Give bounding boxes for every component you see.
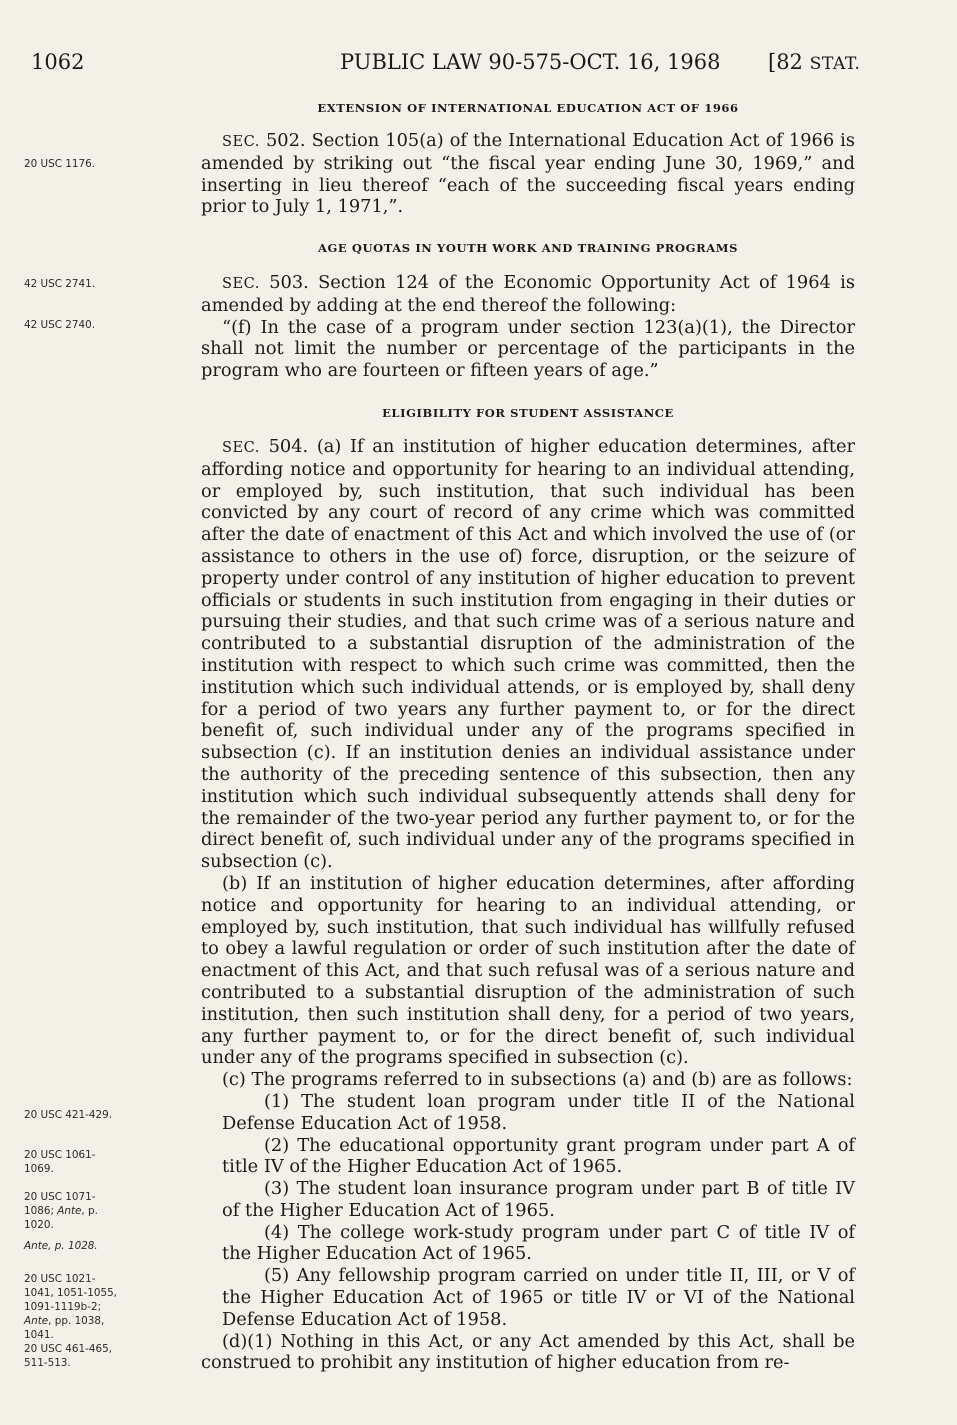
paragraph-text: 503. Section 124 of the Economic Opportunity Act of 1964 is amended by adding at the end thereof the following:	[201, 272, 855, 316]
subsection-d-paragraph: (d)(1) Nothing in this Act, or any Act amended by this Act, shall be construed to prohibit any institution of higher education from re-	[201, 1330, 855, 1374]
citation-text: , p. 1020.	[24, 1205, 98, 1231]
citation-ante: Ante	[24, 1240, 49, 1252]
program-item-1: (1) The student loan program under title II of the National Defense Education Act of 1958.	[222, 1090, 855, 1134]
statute-volume: [82	[768, 50, 810, 74]
program-item-5: (5) Any fellowship program carried on under title II, III, or V of the Higher Education Act of 1965 or title IV or VI of the National Defense Education Act of 1958.	[222, 1265, 855, 1330]
citation-text: 20 USC 1021- 1041, 1051-1055, 1091-1119b-2;	[24, 1273, 117, 1313]
margin-note: 42 USC 2741.	[24, 278, 96, 290]
margin-note: 42 USC 2740.	[24, 319, 96, 331]
paragraph-text: 504. (a) If an institution of higher education determines, after affording notice and opportunity for hearing to an individual attending, or employed by, such institution, that such individual has been convicted by any court of record of any crime which was committed after the date of enactment of this Act and which involved the use of (or assistance to others in the use of) force, disruption, or the seizure of property under control of any institution of higher education to prevent officials or students in such institution from engaging in their duties or pursuing their studies, and that such crime was of a serious nature and contributed to a substantial disruption of the administration of the institution with respect to which such crime was committed, then the institution which such individual attends, or is employed by, shall deny for a period of two years any further payment to, or for the direct benefit of, such individual under any of the programs specified in subsection (c). If an institution denies an individual assistance under the authority of the preceding sentence of this subsection, then any institution which such individual subsequently attends shall deny for the remainder of the two-year period any further payment to, or for the direct benefit of, such individual under any of the programs specified in subsection (c).	[201, 436, 855, 873]
section-504-heading: ELIGIBILITY FOR STUDENT ASSISTANCE	[382, 406, 674, 420]
citation-text: , p. 1028.	[48, 1240, 98, 1252]
subsection-f-paragraph	[201, 317, 855, 382]
section-504-body	[201, 436, 855, 1374]
paragraph-text: 502. Section 105(a) of the International Education Act of 1966 is amended by striking out “the fiscal year ending June 30, 1969,” and inserting in lieu thereof “each of the succeeding fiscal years ending prior to July 1, 1971,”.	[201, 130, 855, 218]
section-503-heading: AGE QUOTAS IN YOUTH WORK AND TRAINING PROGRAMS	[317, 241, 738, 255]
statute-reference	[768, 50, 860, 74]
margin-note: 20 USC 421-429.	[24, 1109, 113, 1121]
section-502-heading: EXTENSION OF INTERNATIONAL EDUCATION ACT OF 1966	[317, 101, 739, 115]
program-item-2: (2) The educational opportunity grant program under part A of title IV of the Higher Education Act of 1965.	[222, 1134, 855, 1178]
statute-label: STAT.	[809, 54, 861, 74]
margin-note	[24, 1272, 117, 1342]
paragraph-text: (c) The programs referred to in subsections (a) and (b) are as follows:	[222, 1069, 853, 1091]
margin-note: 20 USC 1061- 1069.	[24, 1149, 96, 1175]
subsection-b-paragraph	[201, 873, 855, 1069]
margin-note: 20 USC 461-465, 511-513.	[24, 1343, 113, 1369]
citation-text: 20 USC 1071- 1086;	[24, 1191, 96, 1217]
program-item-3: (3) The student loan insurance program under part B of title IV of the Higher Education Act of 1965.	[222, 1178, 855, 1221]
sec-label: SEC.	[222, 275, 260, 292]
program-item-4: (4) The college work-study program under part C of title IV of the Higher Education Act of 1965.	[222, 1221, 855, 1265]
paragraph-text: (b) If an institution of higher education determines, after affording notice and opportunity for hearing to an individual attending, or employed by, such institution, that such individual has willfully refused to obey a lawful regulation or order of such institution after the date of enactment of this Act, and that such refusal was of a serious nature and contributed to a substantial disruption of the administration of such institution, then such institution shall deny, for a period of two years, any further payment to, or for the direct benefit of, such individual under any of the programs specified in subsection (c).	[201, 872, 855, 1069]
section-503-paragraph	[201, 272, 855, 317]
sec-label: SEC.	[222, 133, 260, 150]
subsection-a-paragraph	[201, 436, 855, 873]
paragraph-text: “(f) In the case of a program under section 123(a)(1), the Director shall not limit the number or percentage of the participants in the program who are fourteen or fifteen years of age.”	[201, 316, 855, 382]
running-title: PUBLIC LAW 90-575-OCT. 16, 1968	[340, 50, 721, 74]
section-502-paragraph	[201, 130, 855, 218]
page-number: 1062	[31, 50, 85, 74]
section-502-body	[201, 130, 855, 218]
citation-ante: Ante	[57, 1205, 82, 1217]
citation-ante: Ante	[24, 1315, 49, 1327]
margin-note	[24, 1190, 98, 1232]
margin-note: 20 USC 1176.	[24, 158, 96, 170]
citation-text: , pp. 1038, 1041.	[24, 1315, 105, 1341]
section-503-body	[201, 272, 855, 382]
margin-note	[24, 1239, 98, 1253]
subsection-c-paragraph	[201, 1069, 855, 1091]
sec-label: SEC.	[222, 439, 260, 456]
